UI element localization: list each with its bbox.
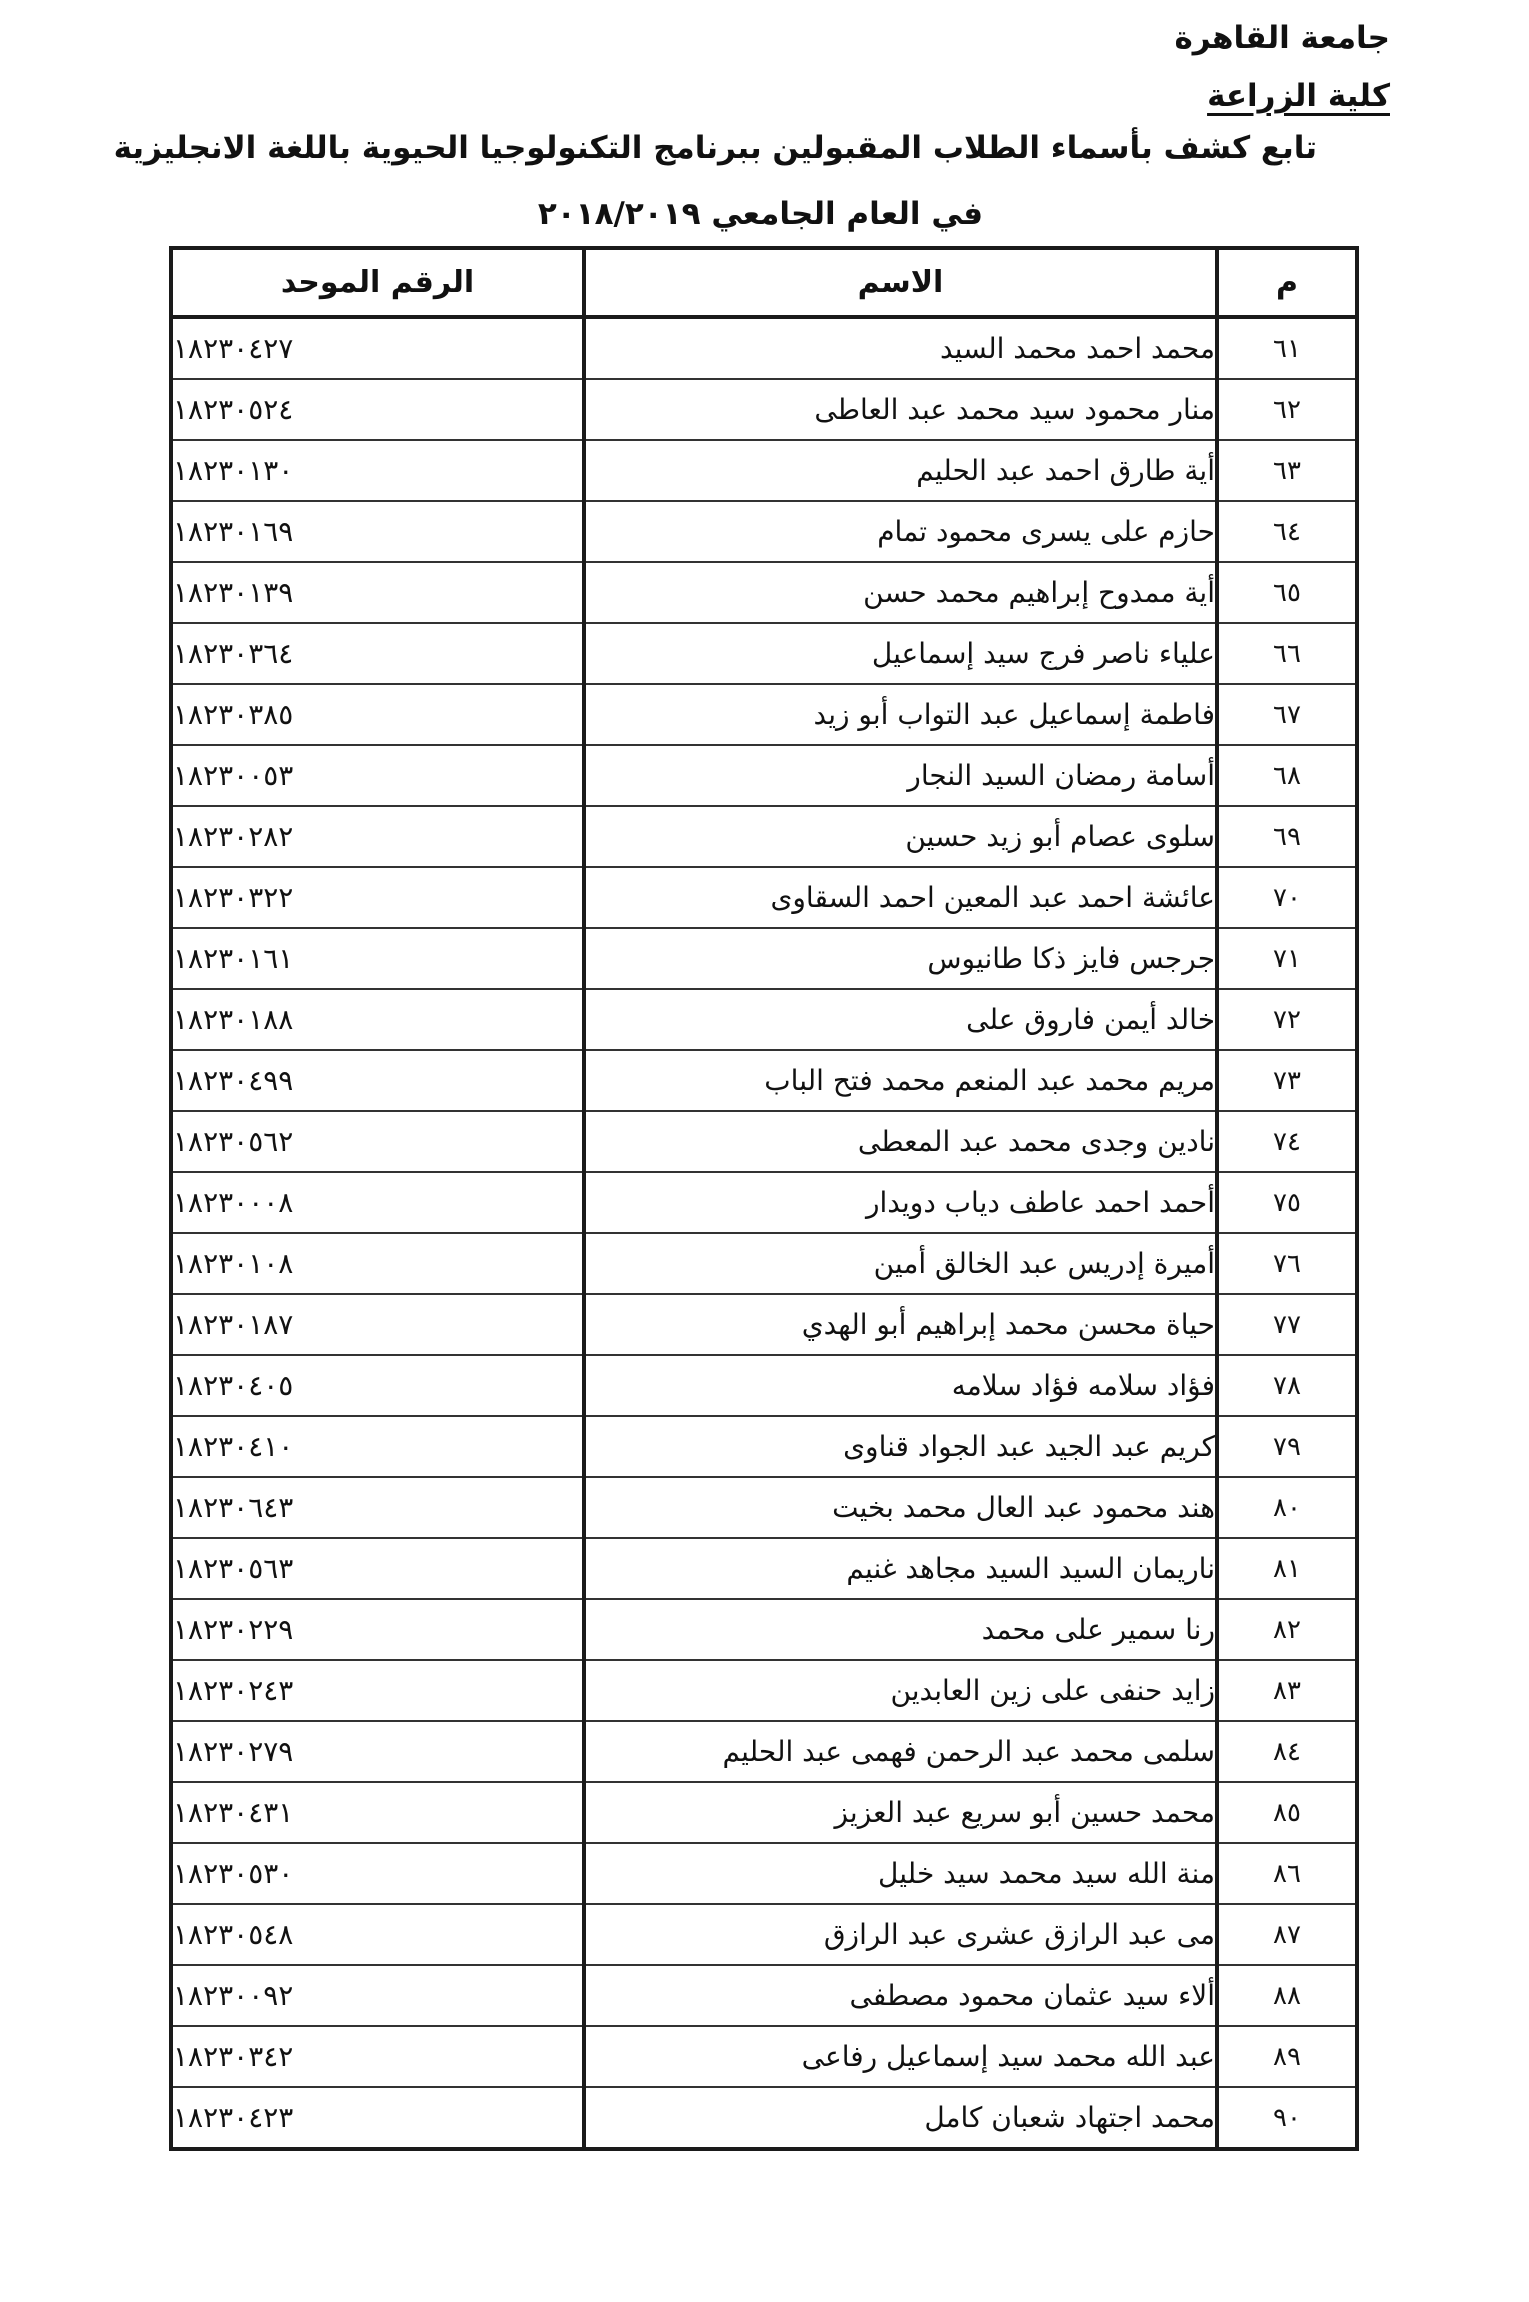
row-number: ٧٩ — [1217, 1416, 1357, 1477]
table-row — [171, 1904, 1357, 1965]
row-number: ٦١ — [1217, 317, 1357, 379]
student-name: سلمى محمد عبد الرحمن فهمى عبد الحليم — [584, 1721, 1217, 1782]
table-row — [171, 1111, 1357, 1172]
row-number: ٨٣ — [1217, 1660, 1357, 1721]
row-number: ٨٩ — [1217, 2026, 1357, 2087]
row-number: ٦٢ — [1217, 379, 1357, 440]
table-row — [171, 1538, 1357, 1599]
unified-id: ١٨٢٣٠٣٤٢ — [171, 2026, 584, 2087]
student-name: حازم على يسرى محمود تمام — [584, 501, 1217, 562]
unified-id: ١٨٢٣٠٤٠٥ — [171, 1355, 584, 1416]
row-number: ٨٢ — [1217, 1599, 1357, 1660]
table-row — [171, 1477, 1357, 1538]
unified-id: ١٨٢٣٠٤٢٧ — [171, 317, 584, 379]
row-number: ٧٧ — [1217, 1294, 1357, 1355]
table-row — [171, 867, 1357, 928]
row-number: ٧٦ — [1217, 1233, 1357, 1294]
table-row — [171, 2087, 1357, 2149]
unified-id: ١٨٢٣٠١٦٩ — [171, 501, 584, 562]
table-row — [171, 1416, 1357, 1477]
row-number: ٨٨ — [1217, 1965, 1357, 2026]
student-name: محمد احمد محمد السيد — [584, 317, 1217, 379]
row-number: ٧٥ — [1217, 1172, 1357, 1233]
table-row — [171, 1172, 1357, 1233]
table-row — [171, 562, 1357, 623]
academic-year: في العام الجامعي ٢٠١٨/٢٠١٩ — [537, 196, 983, 232]
student-name: ناريمان السيد السيد مجاهد غنيم — [584, 1538, 1217, 1599]
table-row — [171, 1355, 1357, 1416]
student-name: منار محمود سيد محمد عبد العاطى — [584, 379, 1217, 440]
student-name: مى عبد الرازق عشرى عبد الرازق — [584, 1904, 1217, 1965]
table-row — [171, 1782, 1357, 1843]
row-number: ٦٩ — [1217, 806, 1357, 867]
student-name: محمد اجتهاد شعبان كامل — [584, 2087, 1217, 2149]
student-name: ألاء سيد عثمان محمود مصطفى — [584, 1965, 1217, 2026]
table-row — [171, 1050, 1357, 1111]
unified-id: ١٨٢٣٠٣٦٤ — [171, 623, 584, 684]
table-row — [171, 928, 1357, 989]
row-number: ٦٨ — [1217, 745, 1357, 806]
row-number: ٦٧ — [1217, 684, 1357, 745]
table-row — [171, 501, 1357, 562]
unified-id: ١٨٢٣٠٥٤٨ — [171, 1904, 584, 1965]
unified-id: ١٨٢٣٠٦٤٣ — [171, 1477, 584, 1538]
table-row — [171, 2026, 1357, 2087]
unified-id: ١٨٢٣٠٢٧٩ — [171, 1721, 584, 1782]
row-number: ٨٦ — [1217, 1843, 1357, 1904]
row-number: ٧٠ — [1217, 867, 1357, 928]
unified-id: ١٨٢٣٠١٦١ — [171, 928, 584, 989]
unified-id: ١٨٢٣٠٣٢٢ — [171, 867, 584, 928]
table-row — [171, 684, 1357, 745]
row-number: ٦٤ — [1217, 501, 1357, 562]
student-name: خالد أيمن فاروق على — [584, 989, 1217, 1050]
unified-id: ١٨٢٣٠٠٩٢ — [171, 1965, 584, 2026]
unified-id: ١٨٢٣٠٤٢٣ — [171, 2087, 584, 2149]
row-number: ٧٢ — [1217, 989, 1357, 1050]
row-number: ٨٤ — [1217, 1721, 1357, 1782]
student-name: أية ممدوح إبراهيم محمد حسن — [584, 562, 1217, 623]
row-number: ٦٦ — [1217, 623, 1357, 684]
row-number: ٨١ — [1217, 1538, 1357, 1599]
table-row — [171, 1721, 1357, 1782]
table-header-row — [171, 248, 1357, 317]
table-row — [171, 379, 1357, 440]
table-row — [171, 317, 1357, 379]
unified-id: ١٨٢٣٠٤٩٩ — [171, 1050, 584, 1111]
table-row — [171, 1843, 1357, 1904]
student-name: حياة محسن محمد إبراهيم أبو الهدي — [584, 1294, 1217, 1355]
unified-id: ١٨٢٣٠٥٦٣ — [171, 1538, 584, 1599]
table-row — [171, 1599, 1357, 1660]
table-row — [171, 806, 1357, 867]
row-number: ٧٣ — [1217, 1050, 1357, 1111]
row-number: ٨٠ — [1217, 1477, 1357, 1538]
student-name: نادين وجدى محمد عبد المعطى — [584, 1111, 1217, 1172]
student-name: فؤاد سلامه فؤاد سلامه — [584, 1355, 1217, 1416]
row-number: ٨٥ — [1217, 1782, 1357, 1843]
unified-id: ١٨٢٣٠٤١٠ — [171, 1416, 584, 1477]
row-number: ٧١ — [1217, 928, 1357, 989]
table-row — [171, 440, 1357, 501]
document-title: تابع كشف بأسماء الطلاب المقبولين ببرنامج التكنولوجيا الحيوية باللغة الانجليزية — [113, 130, 1317, 166]
row-number: ٧٤ — [1217, 1111, 1357, 1172]
student-name: منة الله سيد محمد سيد خليل — [584, 1843, 1217, 1904]
table-row — [171, 745, 1357, 806]
unified-id: ١٨٢٣٠٢٢٩ — [171, 1599, 584, 1660]
unified-id: ١٨٢٣٠٠٥٣ — [171, 745, 584, 806]
student-name: هند محمود عبد العال محمد بخيت — [584, 1477, 1217, 1538]
unified-id: ١٨٢٣٠٥٣٠ — [171, 1843, 584, 1904]
unified-id: ١٨٢٣٠٢٤٣ — [171, 1660, 584, 1721]
unified-id: ١٨٢٣٠٥٦٢ — [171, 1111, 584, 1172]
row-number: ٦٣ — [1217, 440, 1357, 501]
student-name: علياء ناصر فرج سيد إسماعيل — [584, 623, 1217, 684]
student-name: عائشة احمد عبد المعين احمد السقاوى — [584, 867, 1217, 928]
table-row — [171, 623, 1357, 684]
column-header-number: م — [1217, 248, 1357, 317]
student-name: أميرة إدريس عبد الخالق أمين — [584, 1233, 1217, 1294]
row-number: ٧٨ — [1217, 1355, 1357, 1416]
faculty-name: كلية الزراعة — [1207, 78, 1390, 114]
student-name: فاطمة إسماعيل عبد التواب أبو زيد — [584, 684, 1217, 745]
student-name: سلوى عصام أبو زيد حسين — [584, 806, 1217, 867]
unified-id: ١٨٢٣٠١٣٩ — [171, 562, 584, 623]
unified-id: ١٨٢٣٠٤٣١ — [171, 1782, 584, 1843]
student-name: محمد حسين أبو سريع عبد العزيز — [584, 1782, 1217, 1843]
student-name: زايد حنفى على زين العابدين — [584, 1660, 1217, 1721]
row-number: ٨٧ — [1217, 1904, 1357, 1965]
unified-id: ١٨٢٣٠١٠٨ — [171, 1233, 584, 1294]
unified-id: ١٨٢٣٠١٨٨ — [171, 989, 584, 1050]
unified-id: ١٨٢٣٠١٣٠ — [171, 440, 584, 501]
table-row — [171, 1660, 1357, 1721]
table-body — [171, 317, 1357, 2149]
student-name: مريم محمد عبد المنعم محمد فتح الباب — [584, 1050, 1217, 1111]
table-row — [171, 1965, 1357, 2026]
table-row — [171, 1294, 1357, 1355]
student-name: أسامة رمضان السيد النجار — [584, 745, 1217, 806]
row-number: ٦٥ — [1217, 562, 1357, 623]
student-name: عبد الله محمد سيد إسماعيل رفاعى — [584, 2026, 1217, 2087]
student-name: أحمد احمد عاطف دياب دويدار — [584, 1172, 1217, 1233]
unified-id: ١٨٢٣٠٢٨٢ — [171, 806, 584, 867]
unified-id: ١٨٢٣٠٠٠٨ — [171, 1172, 584, 1233]
student-name: رنا سمير على محمد — [584, 1599, 1217, 1660]
column-header-name: الاسم — [584, 248, 1217, 317]
student-name: أية طارق احمد عبد الحليم — [584, 440, 1217, 501]
university-name: جامعة القاهرة — [1174, 20, 1390, 56]
table-row — [171, 1233, 1357, 1294]
student-name: جرجس فايز ذكا طانيوس — [584, 928, 1217, 989]
unified-id: ١٨٢٣٠٥٢٤ — [171, 379, 584, 440]
row-number: ٩٠ — [1217, 2087, 1357, 2149]
student-name: كريم عبد الجيد عبد الجواد قناوى — [584, 1416, 1217, 1477]
students-table — [169, 246, 1359, 2151]
unified-id: ١٨٢٣٠٣٨٥ — [171, 684, 584, 745]
table-row — [171, 989, 1357, 1050]
column-header-unified-id: الرقم الموحد — [171, 248, 584, 317]
unified-id: ١٨٢٣٠١٨٧ — [171, 1294, 584, 1355]
